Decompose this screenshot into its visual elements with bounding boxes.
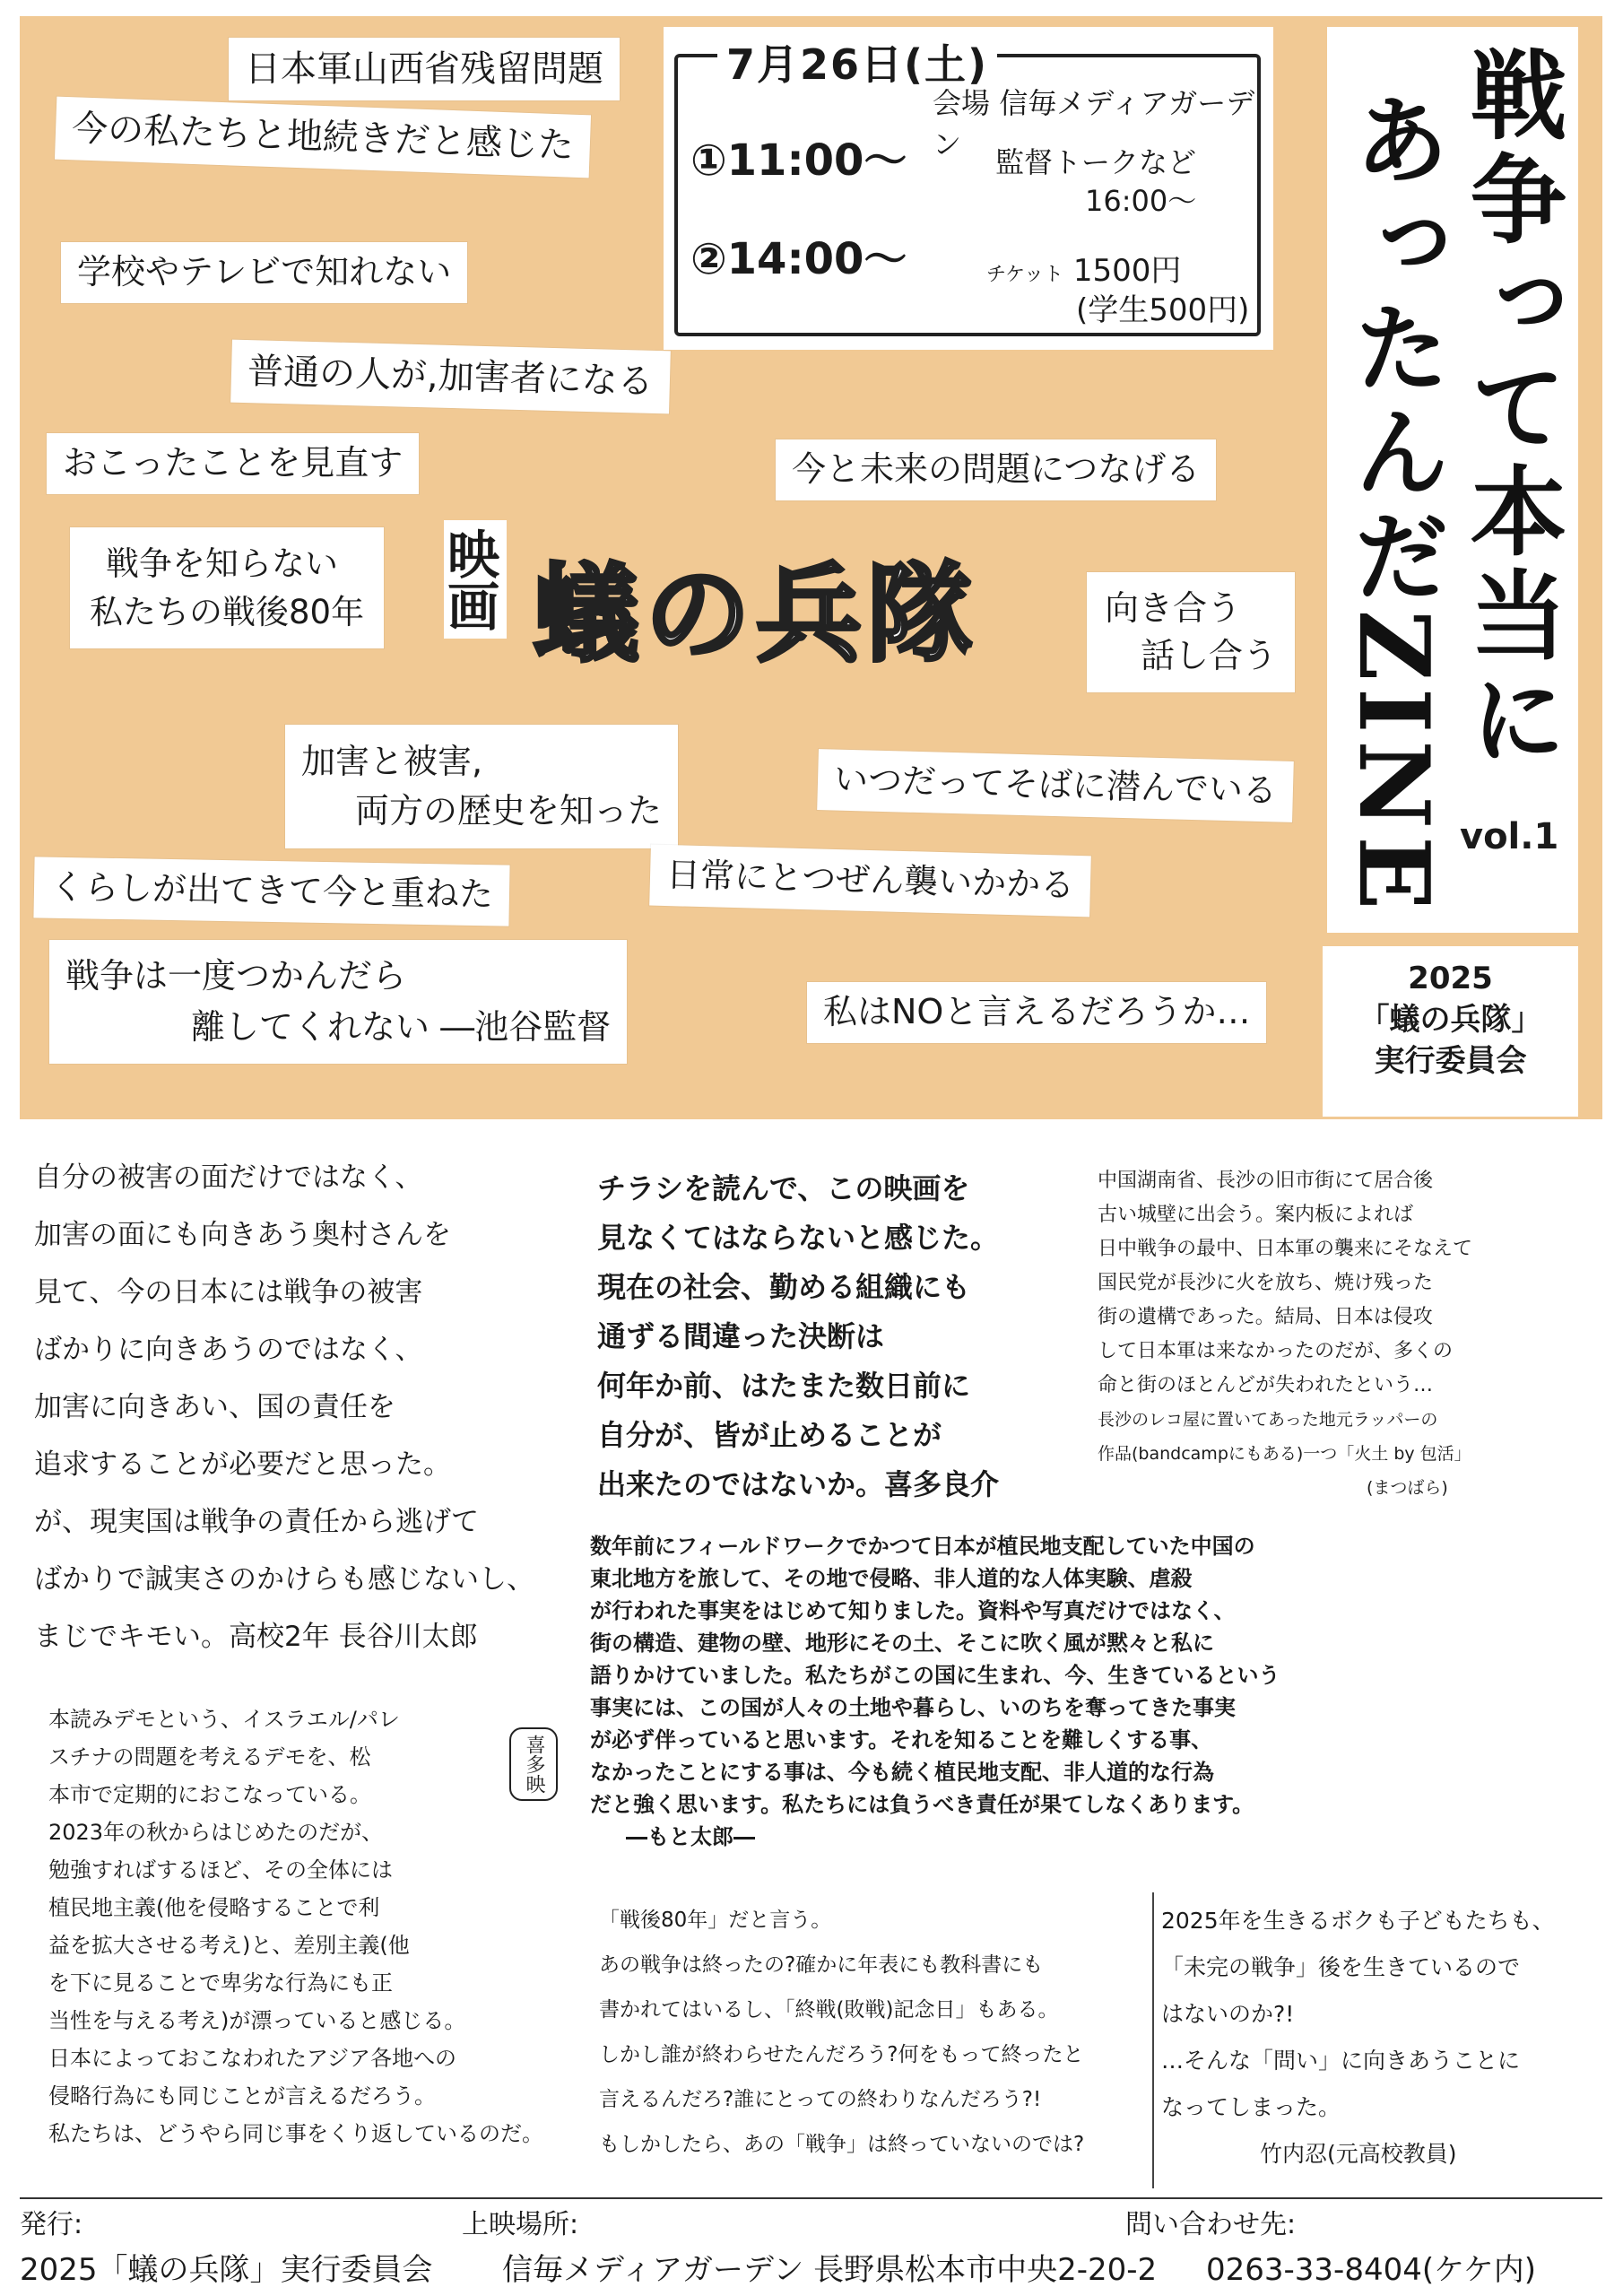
committee-credit: 2025 「蟻の兵隊」 実行委員会 (1323, 946, 1578, 1117)
zine-title-box (1327, 27, 1578, 933)
venue-label: 上映場所: (462, 2209, 579, 2240)
quote-strip: 今の私たちと地続きだと感じた (55, 97, 591, 178)
quote-strip: 加害と被害, 両方の歴史を知った (285, 725, 678, 848)
quote-strip: くらしが出てきて今と重ねた (33, 857, 509, 926)
film-name: 蟻の兵隊 (534, 552, 979, 676)
comment-5-signature: 喜多映 (509, 1727, 558, 1801)
comment-4: 数年前にフィールドワークでかつて日本が植民地支配していた中国の 東北地方を旅して、その地で侵略、非人道的な人体実験、虐殺 が行われた事実をはじめて知りました。資料や写真だけではなく、 街の構造、建物の壁、地形にその土、そこに吹く風が黙々と私に 語りかけていました。私たちがこの国に生まれ、今、生きているという 事実には、この国が人々の土地や暮らし、いのちを奪ってきた事実 が必ず伴っていると思います。それを知ることを難しくする事、 なかったことにする事は、今も続く植民地支配、非人道的な行為 だと強く思います。私たちには負うべき責任が果てしなくあります。 ―もと太郎― (583, 1525, 1596, 1883)
quote-strip: 戦争を知らない 私たちの戦後80年 (70, 527, 384, 648)
comment-6: 「戦後80年」だと言う。 あの戦争は終ったの?確かに年表にも教科書にも 書かれてはいるし、「終戦(敗戦)記念日」もある。 しかし誰が終わらせたんだろう?何をもって終ったと 言えるんだろ?誰にとっての終わりなんだろう?! もしかしたら、あの「戦争」は終っていないのでは? (592, 1892, 1130, 2188)
event-venue: 会場 信毎メディアガーデン (933, 86, 1255, 161)
comment-5: 本読みデモという、イスラエル/パレ スチナの問題を考えるデモを、松 本市で定期的におこなっている。 2023年の秋からはじめたのだが、 勉強すればするほど、その全体には 植民地主義(他を侵略することで利 益を拡大させる考え)と、差別主義(他 を下に見ることで卑劣な行為にも正 当性を与える考え)が漂っていると感じる。 日本によっておこなわれたアジア各地への 侵略行為にも同じことが言えるだろう。 私たちは、どうやら同じ事をくり返しているのだ。 喜多映 (43, 1695, 554, 2188)
quote-strip: おこったことを見直す (47, 433, 419, 494)
publisher: 2025「蟻の兵隊」実行委員会 (20, 2252, 433, 2288)
comment-7: 2025年を生きるボクも子どもたちも、 「未完の戦争」後を生きているので はないのか?! …そんな「問い」に向きあうことに なってしまった。 竹内忍(元高校教員) (1152, 1892, 1596, 2188)
quote-strip: 今と未来の問題につなげる (776, 439, 1216, 500)
event-info-box (664, 27, 1273, 350)
comment-2: チラシを読んで、この映画を 見なくてはならないと感じた。 現在の社会、勤める組織にも 通ずる間違った決断は 何年か前、はたまた数日前に 自分が、皆が止めることが 出来たのではないか。喜多良介 (592, 1157, 1076, 1520)
quote-strip: 日常にとつぜん襲いかかる (649, 845, 1091, 917)
contact-phone: 0263-33-8404(ケケ内) (1206, 2252, 1537, 2288)
zine-volume: vol.1 (1460, 816, 1559, 857)
screening-time-2: ②14:00〜 (690, 234, 907, 284)
venue-address: 信毎メディアガーデン 長野県松本市中央2-20-2 (502, 2252, 1158, 2288)
ticket-info: チケット 1500円 (学生500円) (986, 253, 1250, 329)
quote-strip: 日本軍山西省残留問題 (229, 38, 620, 100)
publisher-label: 発行: (20, 2209, 83, 2240)
quote-strip: いつだってそばに潜んでいる (817, 749, 1294, 822)
zine-title-col1: 戦争って本当に (1454, 45, 1567, 773)
contact-label: 問い合わせ先: (1125, 2209, 1297, 2240)
screening-time-1: ①11:00〜 (690, 135, 907, 186)
comment-3: 中国湖南省、長沙の旧市街にて居合後 古い城壁に出会う。案内板によれば 日中戦争の最中、日本軍の襲来にそなえて 国民党が長沙に火を放ち、焼け残った 街の遺構であった。結局、日本は侵攻 して日本軍は来なかったのだが、多くの 命と街のほとんどが失われたという… 長沙のレコ屋に置いてあった地元ラッパーの 作品(bandcampにもある)一つ「火土 by 包活」 (まつばら) (1092, 1157, 1594, 1525)
quote-strip: 向き合う 話し合う (1087, 572, 1295, 692)
quote-strip: 学校やテレビで知れない (61, 242, 467, 303)
event-date: 7月26日(土) (717, 32, 997, 91)
zine-title-col2: あったんだZINE (1337, 90, 1450, 918)
quote-strip: 私はNOと言えるだろうか… (807, 982, 1266, 1043)
comment-1: 自分の被害の面だけではなく、 加害の面にも向きあう奥村さんを 見て、今の日本には戦争の被害 ばかりに向きあうのではなく、 加害に向きあい、国の責任を 追求することが必要だと思った。 が、現実国は戦争の責任から逃げて ばかりで誠実さのかけらも感じないし、 まじでキモい。高校2年 長谷川太郎 (27, 1144, 583, 1673)
quote-strip: 戦争は一度つかんだら 離してくれない ―池谷監督 (49, 940, 627, 1064)
director-talk: 監督トークなど 16:00〜 (995, 145, 1197, 219)
quote-strip: 普通の人が,加害者になる (230, 340, 670, 414)
film-label: 映画 (444, 520, 507, 639)
footer (0, 2202, 1623, 2296)
film-title (435, 502, 1027, 709)
footer-divider (20, 2197, 1602, 2199)
